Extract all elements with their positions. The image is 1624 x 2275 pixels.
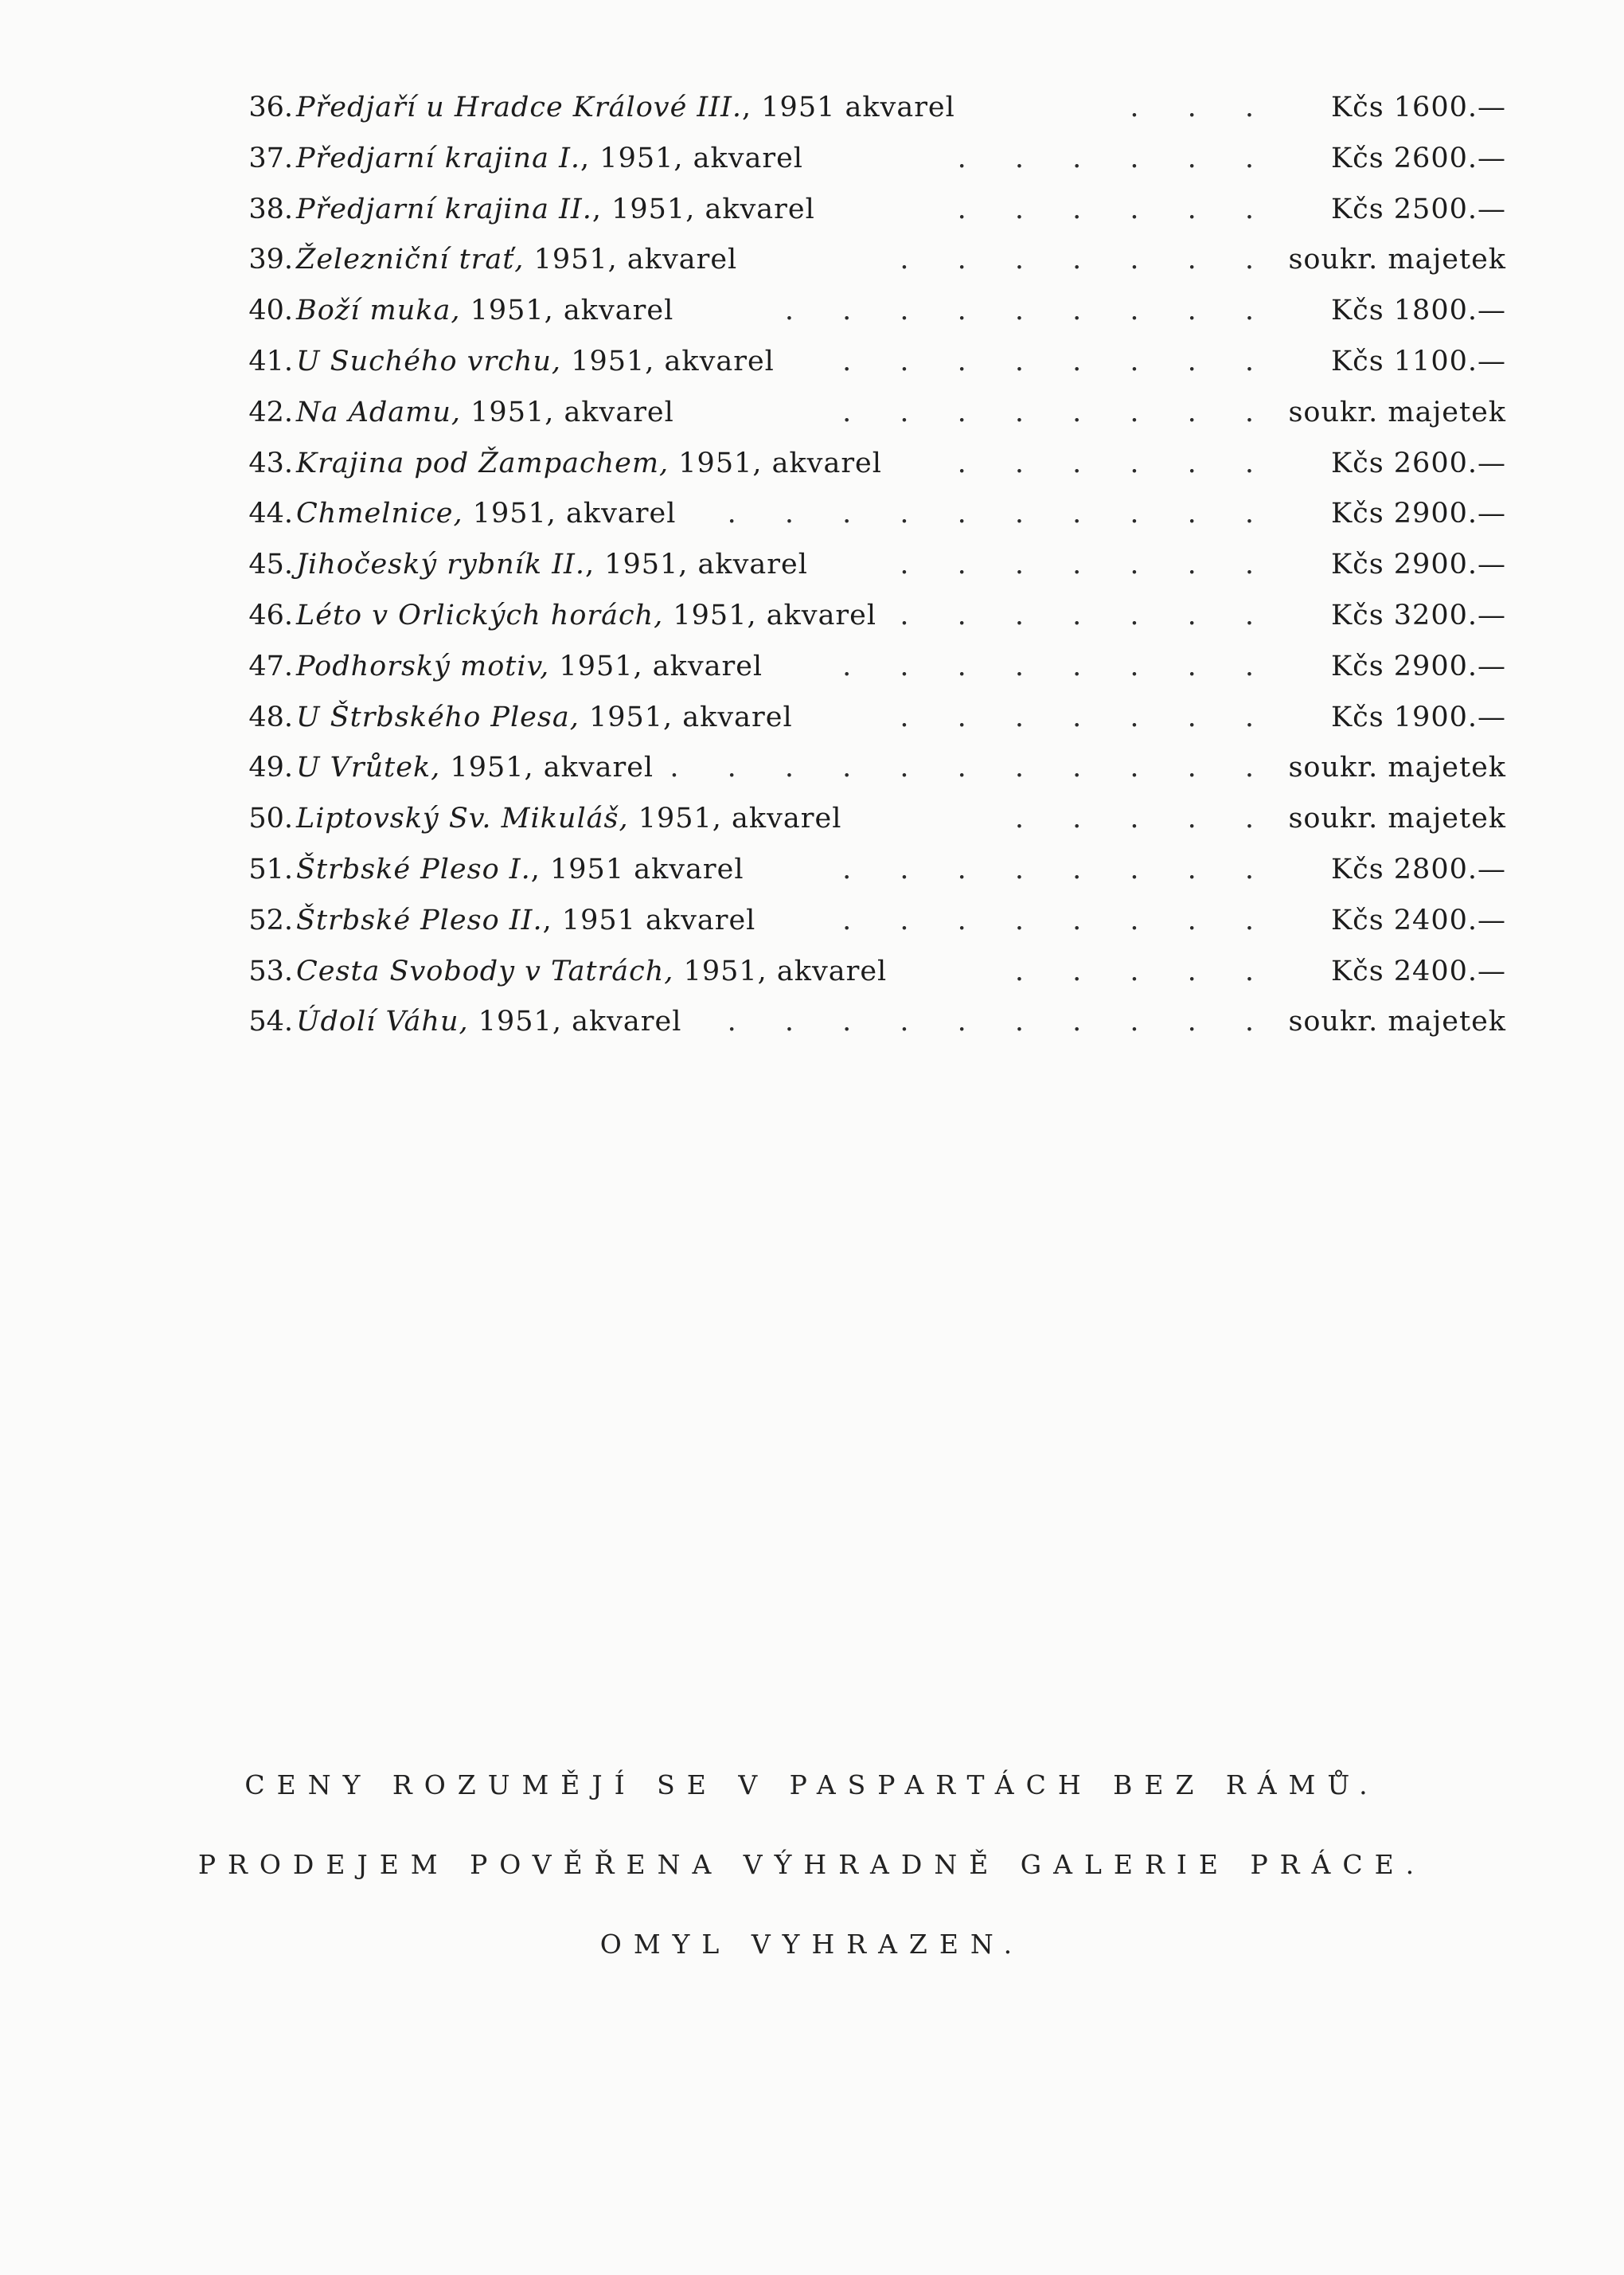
- entry-price: Kčs 2900.—: [1330, 498, 1506, 530]
- entry-title: Chmelnice,: [296, 498, 463, 530]
- entry-price: Kčs 2900.—: [1330, 650, 1506, 682]
- catalog-entry: [229, 388, 1513, 439]
- entry-details: , 1951, akvarel: [591, 193, 815, 225]
- entry-details: , 1951 akvarel: [530, 853, 744, 885]
- entry-number: 37.: [248, 142, 293, 174]
- leader-dots: . . .: [1130, 92, 1274, 123]
- leader-dots: . . . . . . .: [900, 701, 1274, 733]
- entry-price: soukr. majetek: [1288, 244, 1506, 276]
- entry-title: Údolí Váhu,: [296, 1006, 469, 1038]
- leader-dots: . . . . . . .: [900, 549, 1274, 581]
- entry-number: 38.: [248, 193, 293, 225]
- footer-note-errors: OMYL VYHRAZEN.: [599, 1929, 1025, 1960]
- catalog-entry: [229, 134, 1513, 185]
- entry-number: 40.: [248, 295, 293, 327]
- catalog-entry: [229, 794, 1513, 845]
- catalog-entry: [229, 642, 1513, 693]
- catalog-entry: [229, 693, 1513, 744]
- leader-dots: . . . . .: [1014, 803, 1274, 835]
- entry-number: 44.: [248, 498, 293, 530]
- entry-price: Kčs 2600.—: [1330, 447, 1506, 479]
- entry-number: 51.: [248, 853, 293, 885]
- entry-title: U Štrbského Plesa,: [296, 701, 580, 733]
- entry-details: 1951, akvarel: [561, 345, 775, 377]
- entry-details: 1951, akvarel: [673, 955, 888, 987]
- entry-price: Kčs 2800.—: [1330, 853, 1506, 885]
- entry-number: 49.: [248, 752, 293, 784]
- leader-dots: . . . . . .: [957, 142, 1274, 174]
- catalog-list: [229, 83, 1513, 1048]
- catalog-entry: [229, 947, 1513, 998]
- entry-number: 41.: [248, 345, 293, 377]
- entry-details: , 1951 akvarel: [742, 92, 955, 123]
- entry-number: 48.: [248, 701, 293, 733]
- entry-title: Štrbské Pleso I.: [296, 853, 531, 885]
- leader-dots: . . . . . . . .: [842, 650, 1274, 682]
- entry-details: , 1951 akvarel: [542, 904, 756, 936]
- entry-price: Kčs 2400.—: [1330, 904, 1506, 936]
- entry-details: 1951, akvarel: [663, 599, 877, 631]
- catalog-entry: [229, 997, 1513, 1048]
- entry-title: U Suchého vrchu,: [296, 345, 562, 377]
- entry-number: 39.: [248, 244, 293, 276]
- leader-dots: . . . . . . . .: [842, 396, 1274, 428]
- entry-price: Kčs 3200.—: [1330, 599, 1506, 631]
- entry-title: Předjarní krajina II.: [296, 193, 592, 225]
- entry-title: Předjaří u Hradce Králové III.: [296, 92, 743, 123]
- entry-details: 1951, akvarel: [440, 752, 654, 784]
- entry-price: Kčs 2600.—: [1330, 142, 1506, 174]
- leader-dots: . . . . . . . .: [842, 345, 1274, 377]
- leader-dots: . . . . . . . . . .: [727, 1006, 1274, 1038]
- entry-price: soukr. majetek: [1288, 1006, 1506, 1038]
- entry-number: 46.: [248, 599, 293, 631]
- entry-price: soukr. majetek: [1288, 396, 1506, 428]
- entry-title: Boží muka,: [296, 295, 461, 327]
- entry-number: 45.: [248, 549, 293, 581]
- entry-price: Kčs 2900.—: [1330, 549, 1506, 581]
- entry-title: Cesta Svobody v Tatrách,: [296, 955, 674, 987]
- leader-dots: . . . . . .: [957, 447, 1274, 479]
- leader-dots: . . . . . . . . . .: [727, 498, 1274, 530]
- leader-dots: . . . . . . . .: [842, 904, 1274, 936]
- entry-title: Železniční trať,: [296, 244, 525, 276]
- entry-number: 36.: [248, 92, 293, 123]
- entry-title: Léto v Orlických horách,: [296, 599, 664, 631]
- catalog-entry: [229, 439, 1513, 490]
- entry-number: 53.: [248, 955, 293, 987]
- leader-dots: . . . . .: [1014, 955, 1274, 987]
- catalog-entry: [229, 896, 1513, 947]
- entry-title: Předjarní krajina I.: [296, 142, 581, 174]
- entry-title: Krajina pod Žampachem,: [296, 447, 670, 479]
- catalog-entry: [229, 185, 1513, 236]
- footer-note-prices: CENY ROZUMĚJÍ SE V PASPARTÁCH BEZ RÁMŮ.: [244, 1769, 1380, 1800]
- entry-details: 1951, akvarel: [579, 701, 793, 733]
- entry-title: Štrbské Pleso II.: [296, 904, 543, 936]
- entry-details: 1951, akvarel: [549, 650, 763, 682]
- entry-title: Podhorský motiv,: [296, 650, 550, 682]
- entry-number: 42.: [248, 396, 293, 428]
- catalog-entry: [229, 235, 1513, 286]
- leader-dots: . . . . . . .: [900, 244, 1274, 276]
- entry-details: 1951, akvarel: [468, 1006, 682, 1038]
- entry-number: 52.: [248, 904, 293, 936]
- entry-price: Kčs 1800.—: [1330, 295, 1506, 327]
- leader-dots: . . . . . .: [957, 193, 1274, 225]
- entry-price: soukr. majetek: [1288, 803, 1506, 835]
- catalog-entry: [229, 337, 1513, 388]
- entry-number: 50.: [248, 803, 293, 835]
- catalog-entry: [229, 743, 1513, 794]
- entry-price: Kčs 2500.—: [1330, 193, 1506, 225]
- entry-details: 1951, akvarel: [463, 498, 677, 530]
- catalog-entry: [229, 489, 1513, 540]
- entry-details: 1951, akvarel: [628, 803, 842, 835]
- catalog-entry: [229, 845, 1513, 896]
- entry-price: Kčs 1900.—: [1330, 701, 1506, 733]
- leader-dots: . . . . . . . . .: [784, 295, 1274, 327]
- leader-dots: . . . . . . . . . . .: [670, 752, 1274, 784]
- entry-details: 1951, akvarel: [460, 295, 674, 327]
- entry-title: Na Adamu,: [296, 396, 462, 428]
- entry-title: Liptovský Sv. Mikuláš,: [296, 803, 629, 835]
- entry-price: soukr. majetek: [1288, 752, 1506, 784]
- entry-details: 1951, akvarel: [669, 447, 882, 479]
- entry-details: , 1951, akvarel: [580, 142, 803, 174]
- entry-number: 43.: [248, 447, 293, 479]
- leader-dots: . . . . . . .: [900, 599, 1274, 631]
- entry-number: 47.: [248, 650, 293, 682]
- catalog-entry: [229, 591, 1513, 642]
- catalog-entry: [229, 83, 1513, 134]
- entry-price: Kčs 1100.—: [1330, 345, 1506, 377]
- entry-details: , 1951, akvarel: [584, 549, 808, 581]
- entry-title: Jihočeský rybník II.: [296, 549, 585, 581]
- entry-title: U Vrůtek,: [296, 752, 441, 784]
- entry-price: Kčs 1600.—: [1330, 92, 1506, 123]
- entry-details: 1951, akvarel: [461, 396, 674, 428]
- leader-dots: . . . . . . . .: [842, 853, 1274, 885]
- entry-details: 1951, akvarel: [524, 244, 738, 276]
- catalog-entry: [229, 540, 1513, 591]
- catalog-entry: [229, 286, 1513, 337]
- footer-note-sales: PRODEJEM POVĚŘENA VÝHRADNĚ GALERIE PRÁCE.: [197, 1849, 1427, 1880]
- entry-price: Kčs 2400.—: [1330, 955, 1506, 987]
- entry-number: 54.: [248, 1006, 293, 1038]
